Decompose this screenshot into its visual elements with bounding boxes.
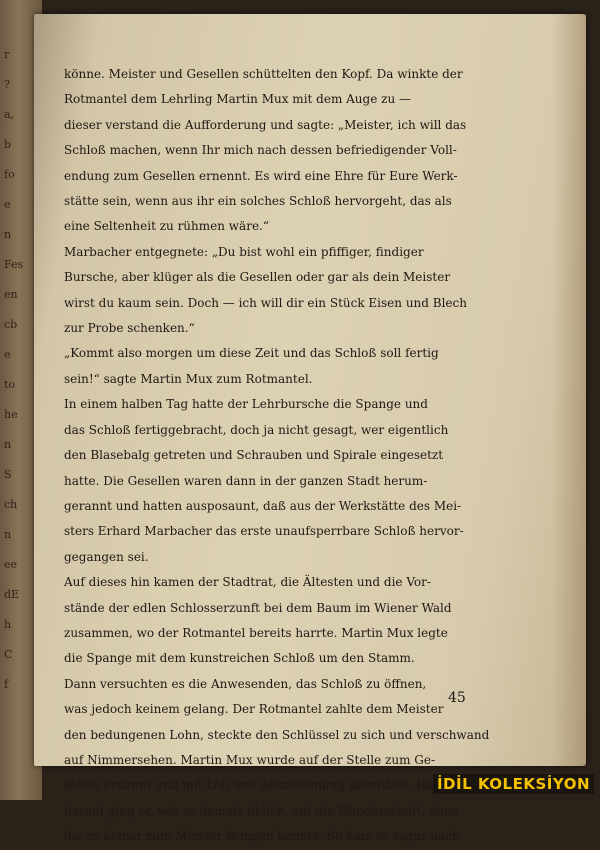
text-line: die es keiner zum Meister bringen konnte. So kam er sogar nach: [64, 829, 460, 844]
text-line: Dann versuchten es die Anwesenden, das Schloß zu öffnen,: [64, 676, 427, 691]
text-line: sellen ernannt und mit Lob und Auszeichnung überhäuft. Bald: [64, 778, 445, 793]
facing-page-fragment: h: [4, 618, 12, 631]
facing-page-fragment: C: [4, 648, 13, 661]
text-line: Schloß machen, wenn Ihr mich nach dessen befriedigender Voll-: [64, 143, 457, 158]
facing-page-fragment: ee: [4, 558, 18, 571]
facing-page-fragment: he: [4, 408, 18, 421]
page-number: 45: [448, 690, 466, 706]
watermark-label: İDİL KOLEKSİYON: [433, 774, 594, 794]
text-line: was jedoch keinem gelang. Der Rotmantel zahlte dem Meister: [64, 702, 444, 717]
facing-page-fragment: en: [4, 288, 18, 301]
text-line: gerannt und hatten ausposaunt, daß aus der Werkstätte des Mei-: [64, 498, 462, 513]
text-line: „Kommt also morgen um diese Zeit und das Schloß soll fertig: [64, 346, 439, 361]
facing-page-fragment: cb: [4, 318, 18, 331]
facing-page-fragment: fo: [4, 168, 15, 181]
facing-page-fragment: r: [4, 48, 10, 61]
text-line: stätte sein, wenn aus ihr ein solches Schloß hervorgeht, das als: [64, 194, 452, 209]
facing-page-fragment: e: [4, 348, 11, 361]
text-line: darauf ging er, wie es damals üblich, auf die Wanderschaft, ohne: [64, 803, 459, 818]
text-line: eine Seltenheit zu rühmen wäre.“: [64, 219, 269, 234]
facing-page-fragment: e: [4, 198, 11, 211]
facing-page-fragment: f: [4, 678, 9, 691]
text-line: den Blasebalg getreten und Schrauben und Spirale eingesetzt: [64, 448, 444, 463]
text-line: Auf dieses hin kamen der Stadtrat, die Ältesten und die Vor-: [64, 575, 431, 590]
text-line: zur Probe schenken.“: [64, 321, 195, 336]
page-body-text: [64, 62, 504, 850]
facing-page-fragment: to: [4, 378, 16, 391]
facing-page-fragment: n: [4, 438, 12, 451]
text-line: Bursche, aber klüger als die Gesellen oder gar als dein Meister: [64, 270, 451, 285]
text-line: zusammen, wo der Rotmantel bereits harrte. Martin Mux legte: [64, 625, 448, 640]
text-line: endung zum Gesellen ernennt. Es wird eine Ehre für Eure Werk-: [64, 168, 458, 183]
facing-page-fragment: Fes: [4, 258, 24, 271]
facing-page-fragment: n: [4, 528, 12, 541]
text-line: Marbacher entgegnete: „Du bist wohl ein pfiffiger, findiger: [64, 244, 424, 259]
text-line: In einem halben Tag hatte der Lehrbursche die Spange und: [64, 397, 428, 412]
text-line: das Schloß fertiggebracht, doch ja nicht gesagt, wer eigentlich: [64, 422, 449, 437]
text-line: stände der edlen Schlosserzunft bei dem Baum im Wiener Wald: [64, 600, 452, 615]
text-line: sters Erhard Marbacher das erste unaufsperrbare Schloß hervor-: [64, 524, 464, 539]
text-line: die Spange mit dem kunstreichen Schloß um den Stamm.: [64, 651, 415, 666]
facing-page-fragment: S: [4, 468, 12, 481]
text-line: sein!“ sagte Martin Mux zum Rotmantel.: [64, 371, 313, 386]
text-line: könne. Meister und Gesellen schüttelten den Kopf. Da winkte der: [64, 67, 463, 81]
text-line: gegangen sei.: [64, 549, 149, 564]
text-line: den bedungenen Lohn, steckte den Schlüssel zu sich und verschwand: [64, 727, 490, 742]
text-line: dieser verstand die Aufforderung und sagte: „Meister, ich will das: [64, 117, 467, 132]
page-edge-shadow: [552, 14, 586, 766]
text-line: wirst du kaum sein. Doch — ich will dir ein Stück Eisen und Blech: [64, 295, 467, 310]
facing-page-fragment: a,: [4, 108, 15, 121]
text-line: auf Nimmersehen. Martin Mux wurde auf der Stelle zum Ge-: [64, 752, 436, 767]
facing-page-fragment: ch: [4, 498, 18, 511]
facing-page-fragment: dE: [4, 588, 20, 601]
facing-page-text-fragments: [4, 40, 34, 700]
facing-page-fragment: n: [4, 228, 12, 241]
text-line: Rotmantel dem Lehrling Martin Mux mit dem Auge zu —: [64, 92, 411, 107]
facing-page-fragment: ?: [4, 78, 10, 91]
text-line: hatte. Die Gesellen waren dann in der ganzen Stadt herum-: [64, 473, 428, 488]
facing-page-fragment: b: [4, 138, 12, 151]
